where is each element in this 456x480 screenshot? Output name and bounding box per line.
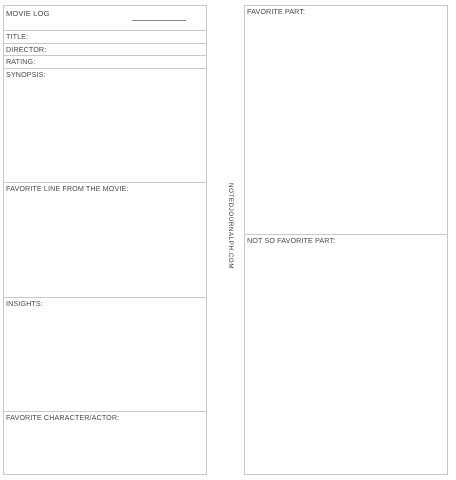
- movie-log-header: [4, 6, 206, 31]
- website-url: NOTEDJOURNALPH.COM: [227, 183, 234, 270]
- insights-field[interactable]: [4, 298, 206, 412]
- parts-panel: [244, 5, 448, 475]
- favorite-character-field[interactable]: [4, 412, 206, 474]
- date-line[interactable]: [132, 20, 186, 21]
- favorite-line-field[interactable]: [4, 183, 206, 298]
- insights-label: INSIGHTS:: [6, 299, 43, 308]
- director-label: DIRECTOR:: [6, 45, 47, 54]
- favorite-line-label: FAVORITE LINE FROM THE MOVIE:: [6, 184, 129, 193]
- favorite-character-label: FAVORITE CHARACTER/ACTOR:: [6, 413, 120, 422]
- rating-label: RATING:: [6, 57, 36, 66]
- synopsis-label: SYNOPSIS:: [6, 70, 46, 79]
- director-field[interactable]: [4, 44, 206, 56]
- not-so-favorite-part-label: NOT SO FAVORITE PART:: [247, 236, 336, 245]
- favorite-part-label: FAVORITE PART:: [247, 7, 306, 16]
- not-so-favorite-part-field[interactable]: [245, 235, 447, 474]
- title-field[interactable]: [4, 31, 206, 44]
- favorite-part-field[interactable]: [245, 6, 447, 235]
- synopsis-field[interactable]: [4, 69, 206, 183]
- movie-log-title: MOVIE LOG: [6, 9, 50, 18]
- movie-log-panel: [3, 5, 207, 475]
- rating-field[interactable]: [4, 56, 206, 69]
- title-label: TITLE:: [6, 32, 29, 41]
